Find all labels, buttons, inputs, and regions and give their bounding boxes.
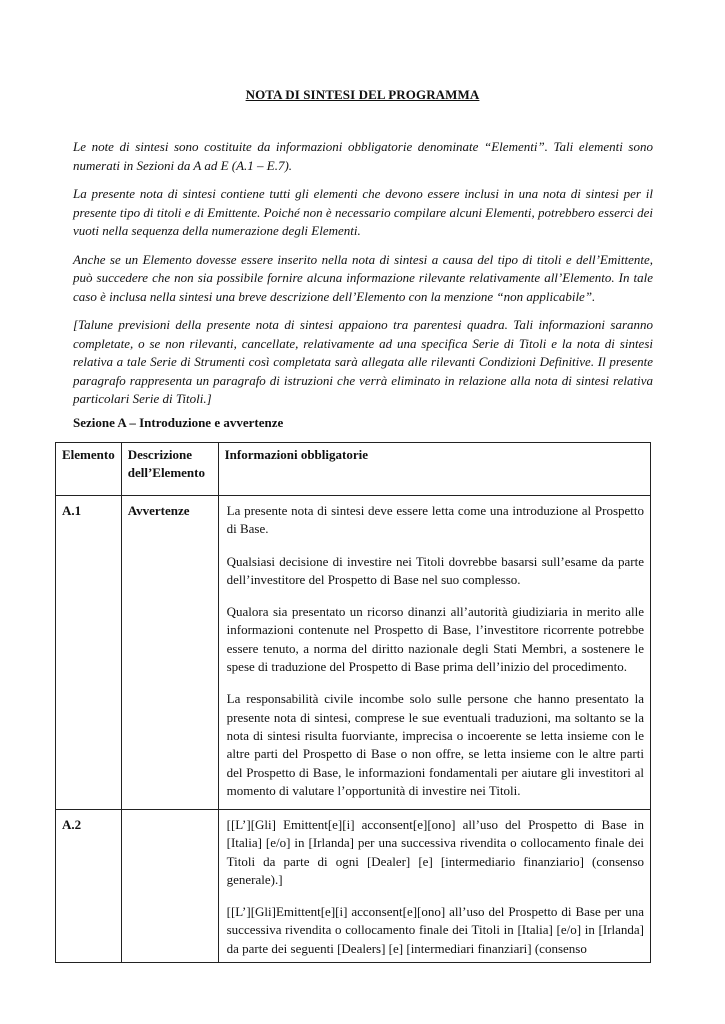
info-paragraph: Qualsiasi decisione di investire nei Titoli dovrebbe basarsi sull’esame da parte dell’investitore del Prospetto di Base nel suo complesso. xyxy=(226,553,644,587)
intro-paragraph: La presente nota di sintesi contiene tutti gli elementi che devono essere inclusi in una nota di sintesi per il presente tipo di titoli e di Emittente. Poiché non è necessario compilare alcuni Elementi, potrebbero esserci dei vuoti nella sequenza della numerazione degli Elementi. xyxy=(73,186,653,238)
page-title: NOTA DI SINTESI DEL PROGRAMMA xyxy=(245,87,480,102)
header-description: Descrizione dell’Elemento xyxy=(127,447,205,481)
intro-paragraph: [Talune previsioni della presente nota di sintesi appaiono tra parentesi quadra. Tali informazioni saranno completate, o se non rilevanti, cancellate, relativamente ad una specifica Serie di Titoli e la nota di sintesi relativa a tale Serie di Strumenti così completata sarà allegata alle rilevanti Condizioni Definitive. Il presente paragrafo rappresenta un paragrafo di istruzioni che verrà eliminato in relazione alla nota di sintesi relativa particolari Serie di Titoli.] xyxy=(73,317,653,406)
table-header-row xyxy=(56,443,651,496)
info-paragraph: La responsabilità civile incombe solo sulle persone che hanno presentato la presente nota di sintesi, comprese le sue eventuali traduzioni, ma soltanto se la nota di sintesi risulta fuorviante, imprecisa o incoerente se letta insieme con le altre parti del Prospetto di Base o non offre, se letta insieme con le altre parti del Prospetto di Base, le informazioni fondamentali per aiutare gli investitori al momento di valutare l’opportunità di investire nei Titoli. xyxy=(226,691,644,798)
header-info: Informazioni obbligatorie xyxy=(224,447,368,462)
info-paragraph: Qualora sia presentato un ricorso dinanzi all’autorità giudiziaria in merito alle informazioni contenute nel Prospetto di Base, l’investitore ricorrente potrebbe essere tenuto, a norma del diritto nazionale degli Stati Membri, a sostenere le spese di traduzione del Prospetto di Base prima dell’inizio del procedimento. xyxy=(226,604,644,675)
info-paragraph: [[L’][Gli]Emittent[e][i] acconsent[e][ono] all’uso del Prospetto di Base per una successiva rivendita o collocamento finale dei Titoli in [Italia] [e/o] in [Irlanda] da parte dei seguenti [Dealers] [e] [intermediari finanziari] (consenso xyxy=(226,904,644,956)
element-info xyxy=(219,496,650,804)
intro-paragraph: Le note di sintesi sono costituite da informazioni obbligatorie denominate “Elementi”. Tali elementi sono numerati in Sezioni da A ad E (A.1 – E.7). xyxy=(73,139,653,173)
summary-table xyxy=(55,442,651,963)
element-info xyxy=(219,810,650,962)
header-element: Elemento xyxy=(62,447,115,462)
element-description: Avvertenze xyxy=(127,503,190,518)
info-paragraph: [[L’][Gli] Emittent[e][i] acconsent[e][ono] all’uso del Prospetto di Base in [Italia] [e/o] in [Irlanda] per una successiva rivendita o collocamento finale dei Titoli da parte di ogni [Dealer] [e] [intermediario finanziario] (consenso generale).] xyxy=(226,817,644,887)
table-row xyxy=(56,810,651,963)
element-code: A.1 xyxy=(62,503,82,518)
element-code: A.2 xyxy=(62,817,82,832)
element-description xyxy=(122,810,218,816)
table-row xyxy=(56,496,651,810)
section-heading: Sezione A – Introduzione e avvertenze xyxy=(73,415,284,430)
intro-paragraph: Anche se un Elemento dovesse essere inserito nella nota di sintesi a causa del tipo di titoli e dell’Emittente, può succedere che non sia possibile fornire alcuna informazione rilevante relativamente all’Elemento. In tale caso è inclusa nella sintesi una breve descrizione dell’Elemento con la menzione “non applicabile”. xyxy=(73,251,653,304)
info-paragraph: La presente nota di sintesi deve essere letta come una introduzione al Prospetto di Base. xyxy=(226,503,644,537)
intro-text xyxy=(73,138,653,419)
